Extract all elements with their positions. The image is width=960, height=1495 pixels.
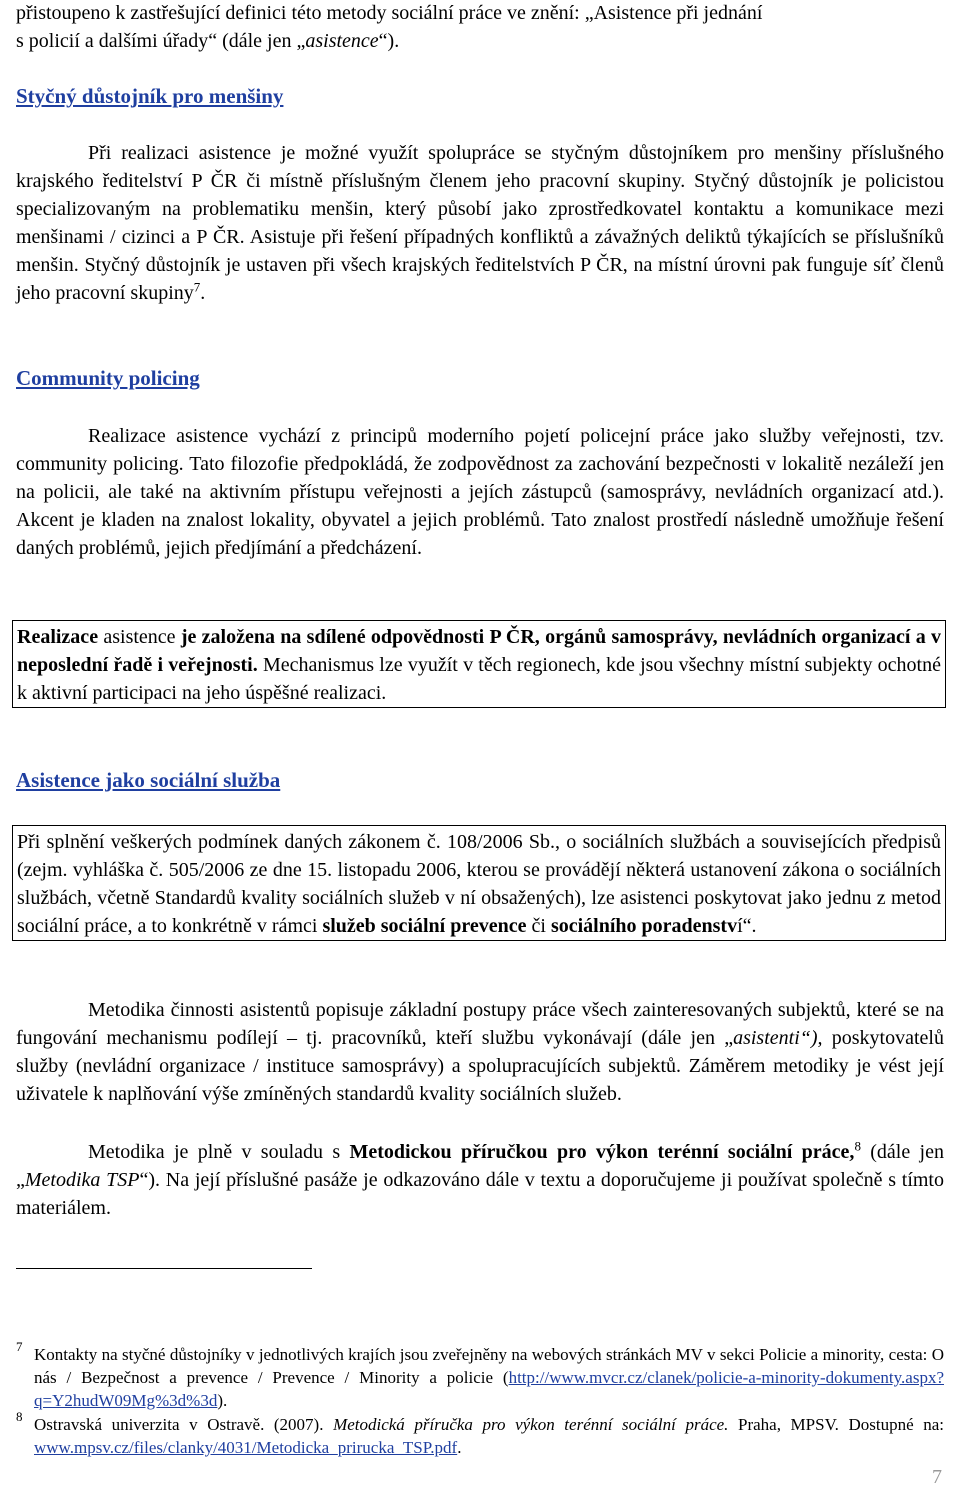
footnote-ref-8[interactable]: 8 — [854, 1138, 861, 1154]
paragraph-liaison-officer: Při realizaci asistence je možné využít spolupráce se styčným důstojníkem pro menšiny příslušného krajského ředitelství P ČR či místně příslušným členem jeho pracovní skupiny. Styčný důstojník je policistou specializovaným na problematiku menšin, který působí jako zprostředkovatel kontaktu a komunikace mezi menšinami / cizinci a P ČR. Asistuje při řešení případných konfliktů a závažných deliktů týkajících se příslušníků menšin. Styčný důstojník je ustaven při všech krajských ředitelstvích P ČR, na místní úrovni pak funguje síť členů jeho pracovní skupiny$^7$. — [16, 142, 944, 304]
footnote-8: 8 Ostravská univerzita v Ostravě. (2007). Metodická příručka pro výkon terénní sociální práce. Praha, MPSV. Dostupné na: www.mpsv.cz/files/clanky/4031/Metodicka_prirucka_TSP.pdf. — [16, 1409, 945, 1457]
highlight-box-social-service: Při splnění veškerých podmínek daných zákonem č. 108/2006 Sb., o sociálních službách a souvisejících předpisů (zejm. vyhláška č. 505/2006 ze dne 15. listopadu 2006, kterou se provádějí některá ustanovení zákona o sociálních službách, včetně Standardů kvality sociálních služeb v ní obsažených), lze asistenci poskytovat jako jednu z metod sociální práce, a to konkrétně v rámci služeb sociální prevence či sociálního poradenství“. — [12, 825, 946, 941]
heading-community-policing: Community policing — [16, 366, 200, 390]
heading-social-service: Asistence jako sociální služba — [16, 768, 281, 792]
footnote-divider — [16, 1268, 312, 1269]
footnote-8-link[interactable]: www.mpsv.cz/files/clanky/4031/Metodicka_prirucka_TSP.pdf — [34, 1438, 458, 1457]
page-number: 7 — [932, 1466, 942, 1488]
footnote-ref-7[interactable]: 7 — [193, 279, 201, 295]
highlight-box-shared-responsibility: Realizace asistence je založena na sdílené odpovědnosti P ČR, orgánů samosprávy, nevládních organizací a v neposlední řadě i veřejnosti. Mechanismus lze využít v těch regionech, kde jsou všechny místní subjekty ochotné k aktivní participaci na jeho úspěšné realizaci. — [12, 620, 946, 708]
footnote-7: 7 Kontakty na styčné důstojníky v jednotlivých krajích jsou zveřejněny na webových stránkách MV v sekci Policie a minority, cesta: O nás / Bezpečnost a prevence / Prevence / Minority a policie (http://www.mvcr.cz/clanek/policie-a-minority-dokumenty.aspx?q=Y2hudW09Mg%3d%3d). — [16, 1339, 944, 1410]
paragraph-methodology: Metodika činnosti asistentů popisuje základní postupy práce všech zainteresovaných subjektů, které se na fungování mechanismu podílejí – tj. pracovníků, kteří službu vykonávají (dále jen „asistenti“), poskytovatelů služby (nevládní organizace / instituce samosprávy) a spolupracujících subjektů. Záměrem metodiky je vést její uživatele k naplňování výše zmíněných standardů kvality sociálních služeb. — [16, 999, 944, 1105]
paragraph-tsp-reference: Metodika je plně v souladu s Metodickou příručkou pro výkon terénní sociální práce,$^8$ (dále jen „Metodika TSP“). Na její příslušné pasáže je odkazováno dále v textu a doporučujeme ji používat společně s tímto materiálem. — [16, 1138, 944, 1219]
paragraph-community-policing: Realizace asistence vychází z principů moderního pojetí policejní práce jako služby veřejnosti, tzv. community policing. Tato filozofie předpokládá, že zodpovědnost za zachování bezpečnosti v lokalitě nezáleží jen na policii, ale také na aktivním přístupu veřejnosti a jejích zástupců (samosprávy, nevládních organizací atd.). Akcent je kladen na znalost lokality, obyvatel a jejich problémů. Tato znalost prostředí následně umožňuje řešení daných problémů, jejich předjímání a předcházení. — [16, 425, 944, 559]
heading-liaison-officer: Styčný důstojník pro menšiny — [16, 84, 284, 108]
footnote-7-link[interactable]: http://www.mvcr.cz/clanek/policie-a-minority-dokumenty.aspx?q=Y2hudW09Mg%3d%3d — [34, 1368, 944, 1410]
intro-continuation: přistoupeno k zastřešující definici této metody sociální práce ve znění: „Asistence při jednání s policií a dalšími úřady“ (dále jen „asistence“). — [16, 2, 763, 52]
